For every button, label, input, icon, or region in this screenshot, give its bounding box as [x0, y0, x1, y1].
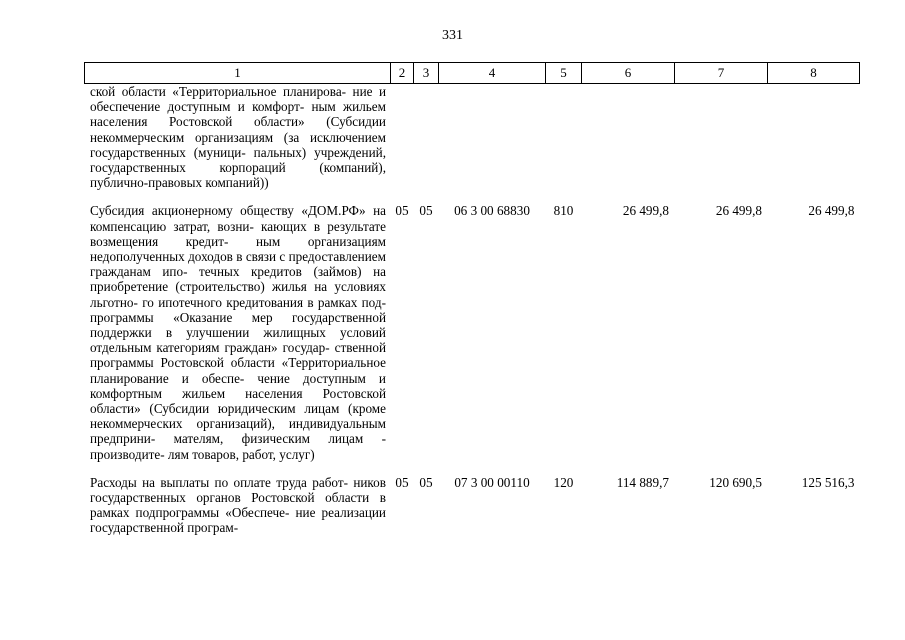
table-row [85, 203, 860, 474]
row-subsection: 05 [419, 474, 433, 490]
row-description: ской области «Территориальное планирова- ние и обеспечение доступным и комфорт- ным жильем населения Ростовской области» (Субсидии некоммерческим организациям (за исключением государственных (муници- пальных) учреждений, государственных корпораций (компаний), публично-правовых компаний)) [90, 84, 386, 191]
header-col-8: 8 [768, 63, 860, 84]
row-description: Расходы на выплаты по оплате труда работ- ников государственных органов Ростовской области в рамках подпрограммы «Обеспече- ние реализации государственной програм- [90, 474, 386, 536]
row-amount-year1: 114 889,7 [616, 474, 669, 490]
row-amount-year2: 120 690,5 [709, 474, 762, 490]
table-row [85, 84, 860, 204]
row-expense-type [546, 84, 582, 204]
column-number-row [85, 63, 860, 84]
row-target-code: 07 3 00 00110 [454, 474, 530, 490]
row-amount-year3: 125 516,3 [801, 474, 855, 490]
row-amount-year2 [675, 84, 768, 204]
header-col-1: 1 [85, 63, 391, 84]
row-section: 05 [395, 203, 409, 219]
page-number: 331 [442, 28, 463, 43]
row-target-code: 06 3 00 68830 [454, 203, 530, 219]
row-expense-type: 120 [553, 474, 574, 490]
row-section: 05 [395, 474, 409, 490]
table-row [85, 475, 860, 549]
row-target-code [439, 84, 546, 204]
row-amount-year1 [582, 84, 675, 204]
header-col-4: 4 [439, 63, 546, 84]
row-subsection: 05 [419, 203, 433, 219]
row-description: Субсидия акционерному обществу «ДОМ.РФ» на компенсацию затрат, возни- кающих в результате возмещения кредит- ным организациям недополученных доходов в связи с предоставлением гражданам ипо- течных кредитов (займов) на приобретение (строительство) жилья на условиях льготно- го ипотечного кредитования в рамках под- программы «Оказание мер государственной поддержки в улучшении жилищных условий отдельным категориям граждан» государ- ственной программы Ростовской области «Территориальное планирование и обеспе- чение доступным и комфортным жильем населения Ростовской области» (Субсидии юридическим лицам (кроме некоммерческих организаций), индивидуальным предприни- мателям, физическим лицам - производите- лям товаров, работ, услуг) [90, 203, 386, 462]
header-col-3: 3 [414, 63, 439, 84]
budget-table [84, 62, 860, 549]
header-col-2: 2 [391, 63, 414, 84]
row-subsection [414, 84, 439, 204]
header-col-5: 5 [546, 63, 582, 84]
row-amount-year3 [768, 84, 860, 204]
row-amount-year2: 26 499,8 [715, 203, 762, 219]
row-amount-year3: 26 499,8 [808, 203, 855, 219]
header-col-7: 7 [675, 63, 768, 84]
header-col-6: 6 [582, 63, 675, 84]
row-expense-type: 810 [553, 203, 574, 219]
row-section [391, 84, 414, 204]
row-amount-year1: 26 499,8 [622, 203, 669, 219]
